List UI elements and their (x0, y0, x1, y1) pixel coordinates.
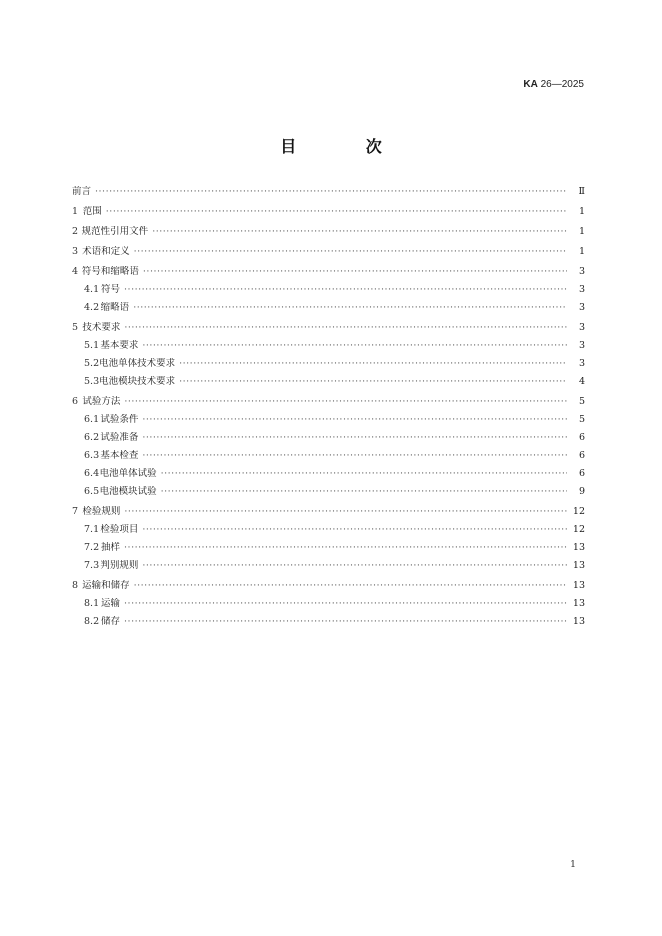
toc-entry-page: 5 (578, 414, 585, 425)
toc-entry-label: 运输和储存 (82, 580, 130, 591)
toc-entry[interactable] (72, 414, 585, 426)
toc-entry-number: 1 (72, 206, 79, 217)
toc-entry-number: 7.3 (84, 560, 100, 571)
toc-leader-dots (179, 358, 567, 370)
toc-entry[interactable] (72, 524, 585, 536)
toc-entry-label: 电池单体试验 (99, 468, 157, 479)
toc-entry-label: 规范性引用文件 (81, 226, 149, 237)
toc-entry[interactable] (72, 226, 585, 238)
toc-entry-label: 符号和缩略语 (81, 266, 139, 277)
toc-entry-number: 5.1 (84, 340, 100, 351)
toc-entry-page: 12 (572, 524, 585, 535)
toc-entry[interactable] (72, 616, 585, 628)
toc-leader-dots (161, 468, 567, 480)
toc-leader-dots (124, 598, 567, 610)
document-code (523, 79, 584, 90)
toc-entry[interactable] (72, 206, 585, 218)
toc-entry-label: 前言 (72, 186, 92, 197)
toc-leader-dots (179, 376, 567, 388)
toc-entry-label: 技术要求 (82, 322, 121, 333)
toc-entry-page: Ⅱ (578, 186, 585, 197)
toc-leader-dots (143, 266, 567, 278)
toc-entry-number: 5.2 (84, 358, 100, 369)
toc-entry[interactable] (72, 506, 585, 518)
toc-entry[interactable] (72, 580, 585, 592)
toc-entry-number: 7 (72, 506, 79, 517)
toc-entry[interactable] (72, 302, 585, 314)
toc-entry-page: 5 (578, 396, 585, 407)
toc-leader-dots (134, 580, 567, 592)
toc-entry-number: 4 (72, 266, 79, 277)
toc-leader-dots (142, 560, 567, 572)
toc-entry-page: 13 (572, 542, 585, 553)
toc-entry-label: 电池模块试验 (99, 486, 157, 497)
toc-entry-number: 7.1 (84, 524, 100, 535)
toc-entry-number: 7.2 (84, 542, 100, 553)
toc-entry-page: 6 (578, 450, 585, 461)
toc-entry-page: 6 (578, 432, 585, 443)
toc-entry[interactable] (72, 560, 585, 572)
toc-entry-label: 电池单体技术要求 (99, 358, 176, 369)
toc-entry[interactable] (72, 432, 585, 444)
toc-leader-dots (124, 284, 567, 296)
document-code-number: 26—2025 (537, 79, 584, 90)
toc-entry-page: 6 (578, 468, 585, 479)
toc-entry-number: 4.1 (84, 284, 100, 295)
table-of-contents (72, 186, 585, 628)
toc-leader-dots (133, 302, 567, 314)
toc-entry-label: 抽样 (101, 542, 121, 553)
toc-entry-number: 6.4 (84, 468, 100, 479)
toc-entry-page: 13 (572, 598, 585, 609)
toc-leader-dots (106, 206, 567, 218)
toc-entry-page: 1 (578, 246, 585, 257)
toc-entry-page: 3 (578, 302, 585, 313)
toc-entry[interactable] (72, 542, 585, 554)
toc-entry-number: 5 (72, 322, 79, 333)
toc-entry[interactable] (72, 266, 585, 278)
toc-entry[interactable] (72, 468, 585, 480)
toc-entry-label: 符号 (101, 284, 121, 295)
toc-entry-label: 电池模块技术要求 (99, 376, 176, 387)
toc-entry-page: 12 (572, 506, 585, 517)
toc-leader-dots (142, 432, 567, 444)
toc-entry-label: 判别规则 (100, 560, 139, 571)
toc-entry-page: 9 (578, 486, 585, 497)
toc-entry-label: 试验准备 (100, 432, 139, 443)
toc-entry[interactable] (72, 284, 585, 296)
toc-entry-page: 13 (572, 616, 585, 627)
toc-entry-page: 3 (578, 322, 585, 333)
toc-entry-number: 6.5 (84, 486, 100, 497)
toc-entry-number: 6.3 (84, 450, 100, 461)
toc-leader-dots (161, 486, 567, 498)
toc-entry-label: 基本检查 (100, 450, 139, 461)
toc-entry[interactable] (72, 322, 585, 334)
toc-entry-label: 储存 (101, 616, 121, 627)
toc-entry-number: 5.3 (84, 376, 100, 387)
toc-leader-dots (95, 186, 567, 198)
toc-leader-dots (152, 226, 567, 238)
toc-entry-label: 范围 (82, 206, 102, 217)
toc-entry-number: 3 (72, 246, 79, 257)
toc-entry-number: 2 (72, 226, 79, 237)
toc-entry-number: 4.2 (84, 302, 100, 313)
toc-leader-dots (124, 396, 567, 408)
toc-entry-page: 3 (578, 358, 585, 369)
toc-entry[interactable] (72, 246, 585, 258)
toc-entry-page: 13 (572, 580, 585, 591)
toc-entry[interactable] (72, 598, 585, 610)
toc-entry-number: 6.2 (84, 432, 100, 443)
toc-leader-dots (124, 616, 567, 628)
toc-entry-label: 试验方法 (82, 396, 121, 407)
toc-entry-page: 4 (578, 376, 585, 387)
toc-entry-number: 8 (72, 580, 79, 591)
toc-leader-dots (142, 414, 567, 426)
toc-entry[interactable] (72, 486, 585, 498)
toc-entry-label: 基本要求 (100, 340, 139, 351)
toc-leader-dots (142, 340, 567, 352)
toc-entry-label: 检验规则 (82, 506, 121, 517)
toc-entry[interactable] (72, 340, 585, 352)
toc-entry-number: 6.1 (84, 414, 100, 425)
toc-entry[interactable] (72, 376, 585, 388)
toc-entry[interactable] (72, 358, 585, 370)
toc-entry-number: 8.1 (84, 598, 100, 609)
toc-entry-label: 运输 (101, 598, 121, 609)
page-number: 1 (569, 859, 576, 870)
toc-entry-page: 3 (578, 340, 585, 351)
toc-entry-page: 1 (578, 206, 585, 217)
toc-entry-label: 缩略语 (100, 302, 130, 313)
document-code-prefix: KA (523, 79, 538, 90)
toc-entry-number: 6 (72, 396, 79, 407)
toc-entry-page: 3 (578, 284, 585, 295)
toc-entry[interactable] (72, 186, 585, 198)
toc-entry[interactable] (72, 396, 585, 408)
toc-entry-page: 1 (578, 226, 585, 237)
toc-leader-dots (124, 322, 567, 334)
toc-leader-dots (134, 246, 567, 258)
toc-entry-label: 试验条件 (100, 414, 139, 425)
toc-entry-label: 术语和定义 (82, 246, 130, 257)
toc-leader-dots (142, 524, 567, 536)
toc-entry-page: 13 (572, 560, 585, 571)
toc-title: 目 次 (280, 137, 414, 156)
toc-leader-dots (142, 450, 567, 462)
toc-entry-number: 8.2 (84, 616, 100, 627)
toc-entry-page: 3 (578, 266, 585, 277)
toc-entry-label: 检验项目 (100, 524, 139, 535)
toc-leader-dots (124, 506, 567, 518)
toc-entry[interactable] (72, 450, 585, 462)
toc-leader-dots (124, 542, 567, 554)
